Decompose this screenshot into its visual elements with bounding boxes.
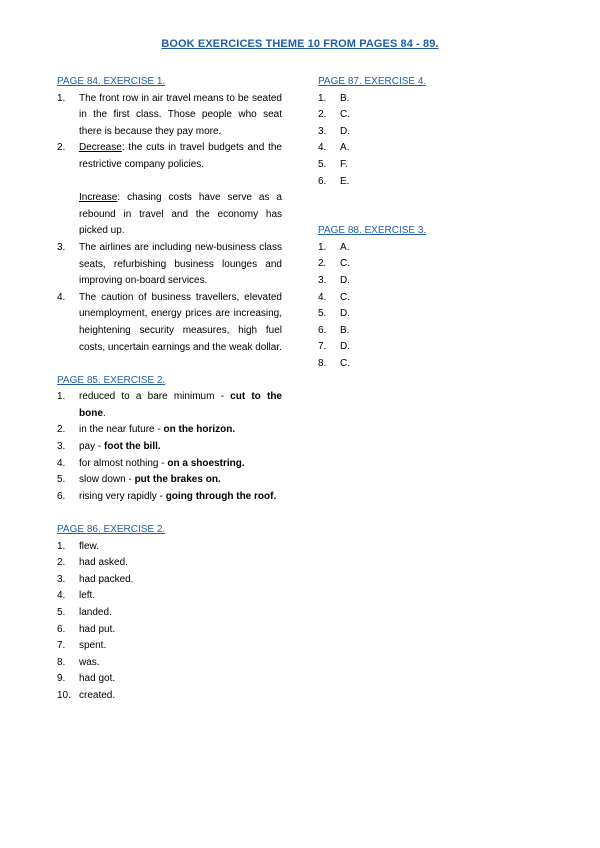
item-number: 4.: [57, 590, 66, 602]
item-number: 3.: [57, 241, 66, 253]
answer-list: [318, 240, 438, 373]
item-number: 3.: [57, 573, 66, 585]
item-number: 7.: [318, 341, 327, 353]
list-item: [318, 256, 438, 273]
item-number: 1.: [57, 391, 66, 403]
list-item: [57, 290, 282, 356]
list-item: [57, 422, 282, 439]
item-text: B.: [340, 324, 350, 336]
item-text: slow down -: [79, 474, 135, 486]
item-text: pay -: [79, 441, 105, 453]
section-heading: PAGE 85. EXERCISE 2.: [57, 374, 166, 386]
list-item: [57, 439, 282, 456]
item-text: : chasing costs have serve as a rebound in travel and the economy has picked up.: [79, 192, 282, 237]
item-number: 4.: [318, 291, 327, 303]
item-number: 3.: [318, 125, 327, 137]
item-text: The caution of business travellers, elevated unemployment, energy prices are increasing, heightening security measures, high fuel costs, uncertain earnings and the weak dollar.: [79, 291, 282, 353]
list-item: [318, 157, 438, 174]
section-heading: PAGE 88. EXERCISE 3.: [318, 225, 427, 237]
item-text: F.: [340, 158, 348, 170]
item-text: The airlines are including new-business class seats, refurbishing business lounges and improving on-board services.: [79, 241, 282, 287]
item-number: 2.: [57, 424, 66, 436]
item-text: The front row in air travel means to be seated in the first class. Those people who seat there is because they pay more.: [79, 92, 282, 137]
item-text: was.: [79, 656, 100, 668]
left-column: [57, 74, 282, 721]
item-number: 4.: [318, 142, 327, 154]
item-label-increase: Increase: [79, 192, 118, 204]
list-item: [57, 605, 282, 622]
item-text: C.: [340, 109, 350, 121]
item-paragraph-increase: [79, 190, 282, 240]
item-text: C.: [340, 291, 350, 303]
list-item: [318, 140, 438, 157]
item-number: 4.: [57, 457, 66, 469]
item-number: 5.: [318, 158, 327, 170]
item-text: E.: [340, 175, 350, 187]
list-item: [57, 638, 282, 655]
item-number: 1.: [57, 540, 66, 552]
item-text: A.: [340, 241, 350, 253]
list-item: [57, 91, 282, 141]
item-text: had asked.: [79, 557, 128, 569]
list-item: [57, 140, 282, 240]
list-item: [57, 588, 282, 605]
item-number: 6.: [318, 324, 327, 336]
item-text: reduced to a bare minimum -: [79, 391, 231, 403]
list-item: [57, 389, 282, 422]
item-number: 6.: [318, 175, 327, 187]
item-number: 10.: [57, 689, 71, 701]
item-number: 3.: [57, 441, 66, 453]
item-number: 2.: [318, 109, 327, 121]
right-column: [318, 74, 438, 389]
item-number: 7.: [57, 640, 66, 652]
item-number: 2.: [57, 557, 66, 569]
list-item: [318, 273, 438, 290]
list-item: [318, 174, 438, 191]
item-answer: cut to the bone: [79, 391, 282, 419]
item-number: 6.: [57, 623, 66, 635]
list-item: [57, 655, 282, 672]
item-label-decrease: Decrease: [79, 142, 122, 154]
item-number: 2.: [318, 258, 327, 270]
list-item: [318, 290, 438, 307]
item-text: in the near future -: [79, 424, 164, 436]
item-number: 1.: [57, 92, 66, 104]
item-answer: on the horizon.: [163, 424, 236, 436]
list-item: [57, 456, 282, 473]
item-text: had put.: [79, 623, 116, 635]
list-item: [57, 555, 282, 572]
list-item: [318, 240, 438, 257]
list-item: [57, 240, 282, 290]
item-text: C.: [340, 258, 350, 270]
item-text: had got.: [79, 673, 116, 685]
section-page-87-exercise-4: [318, 74, 438, 190]
item-text: : the cuts in travel budgets and the restrictive company policies.: [79, 142, 282, 170]
item-text: D.: [340, 308, 350, 320]
answer-list: [318, 91, 438, 191]
section-page-85-exercise-2: [57, 373, 282, 506]
item-number: 9.: [57, 673, 66, 685]
item-number: 8.: [57, 656, 66, 668]
item-text: spent.: [79, 640, 107, 652]
item-answer: on a shoestring.: [167, 457, 245, 469]
list-item: [318, 356, 438, 373]
list-item: [57, 572, 282, 589]
section-heading: PAGE 87. EXERCISE 4.: [318, 76, 427, 87]
item-number: 3.: [318, 274, 327, 286]
item-answer: put the brakes on.: [134, 474, 221, 486]
item-answer: going through the roof.: [165, 490, 277, 502]
item-text: had packed.: [79, 573, 134, 585]
answer-list: [57, 539, 282, 705]
section-heading: PAGE 84. EXERCISE 1.: [57, 76, 166, 87]
item-text: D.: [340, 274, 350, 286]
item-number: 5.: [57, 474, 66, 486]
section-page-88-exercise-3: [318, 223, 438, 372]
list-item: [57, 539, 282, 556]
item-number: 5.: [57, 607, 66, 618]
answer-list: [57, 91, 282, 357]
item-text: C.: [340, 357, 350, 369]
item-number: 2.: [57, 142, 66, 154]
answer-list: [57, 389, 282, 505]
item-text: landed.: [79, 607, 112, 618]
section-heading: PAGE 86. EXERCISE 2.: [57, 524, 166, 536]
list-item: [318, 339, 438, 356]
item-number: 1.: [318, 92, 327, 104]
list-item: [57, 688, 282, 705]
item-text: flew.: [79, 540, 100, 552]
item-text: for almost nothing -: [79, 457, 168, 469]
document-title: BOOK EXERCICES THEME 10 FROM PAGES 84 - 89.: [161, 38, 439, 50]
item-number: 8.: [318, 357, 327, 369]
item-number: 5.: [318, 308, 327, 320]
item-text: created.: [79, 689, 116, 701]
list-item: [318, 323, 438, 340]
item-text: B.: [340, 92, 350, 104]
item-text: left.: [79, 590, 96, 602]
item-answer: foot the bill.: [104, 441, 161, 453]
list-item: [57, 472, 282, 489]
item-text: rising very rapidly -: [79, 490, 166, 502]
item-number: 6.: [57, 490, 66, 502]
list-item: [318, 124, 438, 141]
list-item: [57, 622, 282, 639]
item-text: D.: [340, 125, 350, 137]
list-item: [318, 91, 438, 108]
item-number: 4.: [57, 291, 66, 303]
list-item: [57, 671, 282, 688]
list-item: [318, 306, 438, 323]
list-item: [318, 107, 438, 124]
item-text: A.: [340, 142, 350, 154]
section-page-84-exercise-1: [57, 74, 282, 356]
list-item: [57, 489, 282, 506]
item-text: D.: [340, 341, 350, 353]
item-number: 1.: [318, 241, 327, 253]
section-page-86-exercise-2: [57, 522, 282, 705]
item-tail: .: [102, 407, 106, 419]
